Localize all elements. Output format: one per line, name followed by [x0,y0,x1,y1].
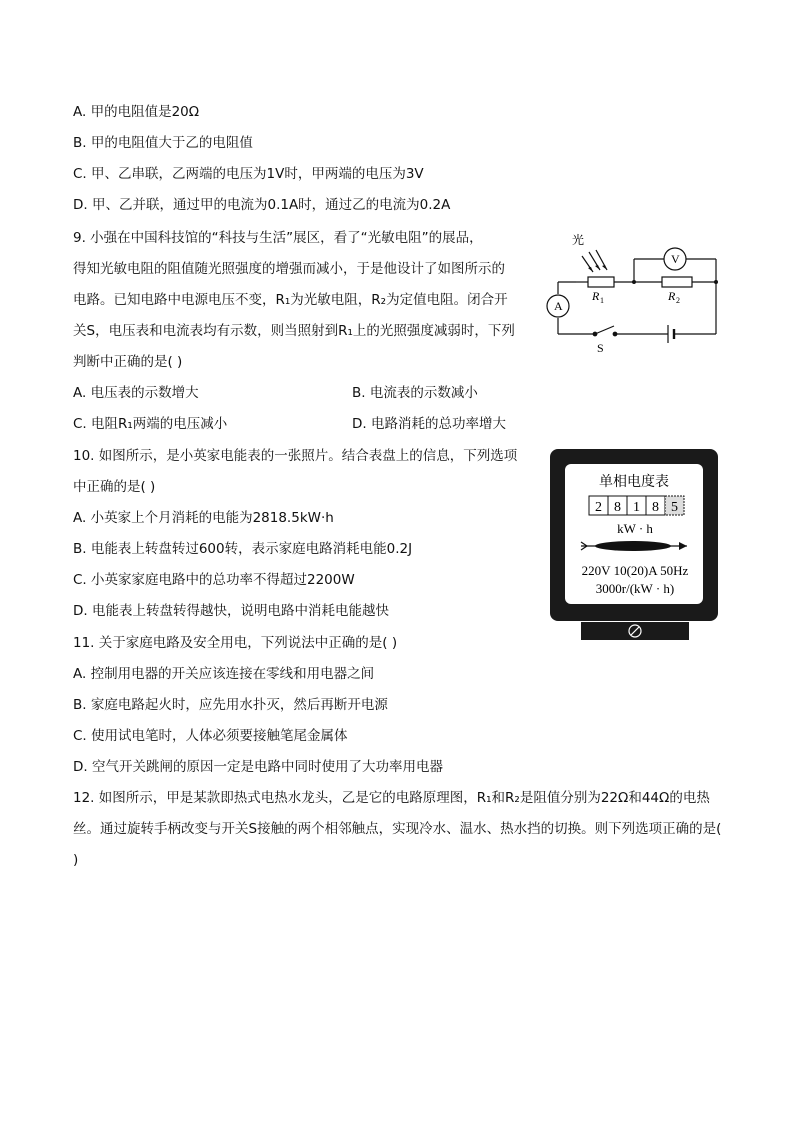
r1-subscript: 1 [600,296,604,305]
ammeter-label: A [554,299,563,313]
voltmeter-label: V [671,252,680,266]
q10-option-c: C. 小英家家庭电路中的总功率不得超过2200W [73,572,355,588]
q9-circuit-diagram [540,230,730,358]
r2-label: R [668,289,676,303]
q9-option-a: A. 电压表的示数增大 [73,385,199,401]
q9-option-d: D. 电路消耗的总功率增大 [352,416,506,432]
q10-option-b: B. 电能表上转盘转过600转，表示家庭电路消耗电能0.2J [73,541,413,557]
q10-option-d: D. 电能表上转盘转得越快，说明电路中消耗电能越快 [73,603,389,619]
meter-rate: 3000r/(kW · h) [595,581,675,596]
q11-option-b: B. 家庭电路起火时，应先用水扑灭，然后再断开电源 [73,697,388,713]
meter-spec: 220V 10(20)A 50Hz [581,563,689,578]
q11-stem: 11. 关于家庭电路及安全用电，下列说法中正确的是( ) [73,635,398,651]
light-label: 光 [572,233,585,247]
q12-stem: 12. 如图所示，甲是某款即热式电热水龙头，乙是它的电路原理图，R₁和R₂是阻值分别为22Ω和44Ω的电热丝。通过旋转手柄改变与开关S接触的两个相邻触点，实现冷水、温水、热水挡的切换。则下列选项正确的是( ) [73,790,722,868]
q11-option-d: D. 空气开关跳闸的原因一定是电路中同时使用了大功率用电器 [73,759,443,775]
q9-stem-line-2: 得知光敏电阻的阻值随光照强度的增强而减小，于是他设计了如图所示的 [73,261,505,277]
meter-title: 单相电度表 [599,475,669,490]
q9-option-b: B. 电流表的示数减小 [352,385,478,401]
q8-option-c: C. 甲、乙串联，乙两端的电压为1V时，甲两端的电压为3V [73,166,424,182]
meter-unit: kW · h [617,521,653,536]
q10-option-a: A. 小英家上个月消耗的电能为2818.5kW·h [73,510,334,526]
q8-option-d: D. 甲、乙并联，通过甲的电流为0.1A时，通过乙的电流为0.2A [73,197,451,213]
q10-stem-line-1: 10. 如图所示，是小英家电能表的一张照片。结合表盘上的信息，下列选项 [73,448,518,464]
r1-label: R [592,289,600,303]
meter-digit-1: 2 [595,500,602,515]
q8-option-b: B. 甲的电阻值大于乙的电阻值 [73,135,253,151]
r2-subscript: 2 [676,296,680,305]
meter-digit-3: 1 [633,500,640,515]
meter-digit-2: 8 [614,500,621,515]
electricity-meter-figure [549,448,721,644]
q9-stem-line-4: 关S，电压表和电流表均有示数，则当照射到R₁上的光照强度减弱时，下列 [73,323,515,339]
q11-option-a: A. 控制用电器的开关应该连接在零线和用电器之间 [73,666,375,682]
q9-stem-line-3: 电路。已知电路中电源电压不变，R₁为光敏电阻，R₂为定值电阻。闭合开 [73,292,508,308]
q9-stem-line-1: 9. 小强在中国科技馆的“科技与生活”展区，看了“光敏电阻”的展品， [73,230,483,246]
q8-option-a: A. 甲的电阻值是20Ω [73,104,200,120]
switch-label: S [597,341,604,355]
q11-option-c: C. 使用试电笔时，人体必须要接触笔尾金属体 [73,728,348,744]
q9-stem-line-5: 判断中正确的是( ) [73,354,183,370]
meter-digit-5: 5 [671,500,678,515]
q9-option-c: C. 电阻R₁两端的电压减小 [73,416,228,432]
meter-digit-4: 8 [652,500,659,515]
q10-stem-line-2: 中正确的是( ) [73,479,156,495]
